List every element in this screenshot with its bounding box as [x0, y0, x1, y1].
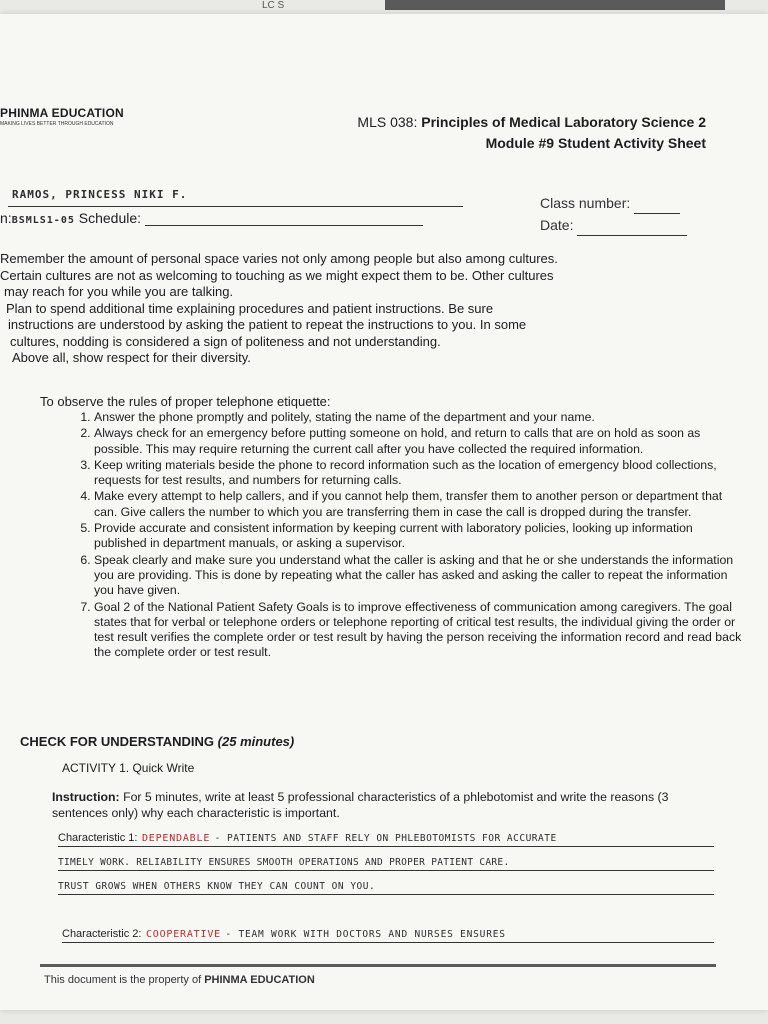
- rules-intro: To observe the rules of proper telephone etiquette:: [40, 394, 331, 409]
- rule-item: 6. Speak clearly and make sure you understand what the caller is asking and that he or she understands the information you are providing. This is done by repeating what the caller has asked and asking the caller to repeat the information you have given.: [94, 553, 744, 599]
- section-value: BSMLS1-05: [11, 215, 75, 226]
- intro-line: Above all, show respect for their diversity.: [12, 350, 251, 365]
- intro-paragraph: [0, 251, 660, 367]
- check-for-understanding-heading: [20, 734, 294, 749]
- characteristic-2-term: COOPERATIVE: [145, 929, 221, 940]
- characteristic-1-line-3: [58, 876, 714, 895]
- footer-divider: [40, 964, 716, 967]
- characteristic-1-text: - PATIENTS AND STAFF RELY ON PHLEBOTOMISTS FOR ACCURATE: [214, 833, 557, 844]
- student-name: RAMOS, PRINCESS NIKI F.: [12, 188, 188, 201]
- logo-title: PHINMA EDUCATION: [0, 106, 124, 120]
- logo: [0, 106, 124, 127]
- intro-line: Plan to spend additional time explaining procedures and patient instructions. Be sure: [6, 300, 494, 316]
- characteristic-2-text: - TEAM WORK WITH DOCTORS AND NURSES ENSURES: [225, 929, 506, 940]
- intro-line: cultures, nodding is considered a sign of politeness and not understanding.: [10, 333, 441, 349]
- class-number-field: [634, 199, 680, 214]
- instruction-label: Instruction:: [52, 790, 120, 804]
- cfu-title: CHECK FOR UNDERSTANDING: [20, 734, 215, 749]
- section-label: n:: [0, 210, 12, 226]
- characteristic-1-label: Characteristic 1:: [58, 832, 138, 844]
- footer: [44, 974, 315, 986]
- schedule-label: Schedule:: [78, 210, 142, 226]
- characteristic-2-label: Characteristic 2:: [62, 928, 142, 940]
- characteristic-1-text: TIMELY WORK. RELIABILITY ENSURES SMOOTH OPERATIONS AND PROPER PATIENT CARE.: [58, 857, 510, 868]
- footer-prefix: This document is the property of: [44, 974, 202, 986]
- rule-item: 4. Make every attempt to help callers, and if you cannot help them, transfer them to another person or department that can. Give callers the number to which you are transferring them in case the call is dropped during the transfer.: [94, 489, 744, 520]
- module-title: Module #9 Student Activity Sheet: [485, 135, 706, 151]
- student-name-field: [8, 186, 463, 207]
- rule-item: 5. Provide accurate and consistent information by keeping current with laboratory policies, looking up information published in department manuals, or asking a supervisor.: [94, 521, 744, 552]
- telephone-etiquette-list: [60, 410, 744, 662]
- activity-title: ACTIVITY 1. Quick Write: [62, 761, 195, 775]
- top-edge-strip: [385, 0, 725, 10]
- intro-line: Remember the amount of personal space varies not only among people but also among cultures.: [0, 251, 558, 266]
- activity-sheet: [0, 14, 768, 1010]
- intro-line: may reach for you while you are talking.: [4, 284, 234, 299]
- rule-item: 7. Goal 2 of the National Patient Safety Goals is to improve effectiveness of communication among caregivers. The goal states that for verbal or telephone orders or telephone reporting of critical test results, the individual giving the order or test result verifies the complete order or test result by having the person receiving the information record and read back the complete order or test result.: [94, 600, 744, 661]
- instruction-text: For 5 minutes, write at least 5 professional characteristics of a phlebotomist and write the reasons (3 sentences only) why each characteristic is important.: [52, 790, 669, 820]
- rule-item: 2. Always check for an emergency before putting someone on hold, and return to calls that are on hold as soon as possible. This may require returning the current call after you have collected the required information.: [94, 426, 744, 457]
- class-number-label: Class number:: [540, 195, 631, 211]
- logo-tagline: MAKING LIVES BETTER THROUGH EDUCATION: [0, 121, 114, 127]
- top-mark: LC S: [262, 0, 285, 11]
- course-header: [357, 112, 706, 154]
- instruction: [52, 790, 720, 821]
- section-schedule-row: [0, 210, 423, 226]
- characteristic-1-line-2: [58, 852, 714, 871]
- date-label: Date:: [540, 217, 574, 233]
- characteristic-1-line-1: [58, 828, 714, 847]
- schedule-field: [145, 211, 423, 226]
- intro-line: instructions are understood by asking the patient to repeat the instructions to you. In some: [8, 317, 527, 332]
- characteristic-1-text: TRUST GROWS WHEN OTHERS KNOW THEY CAN COUNT ON YOU.: [58, 881, 376, 892]
- characteristic-1-term: DEPENDABLE: [141, 833, 211, 844]
- rule-item: 3. Keep writing materials beside the phone to record information such as the location of emergency blood collections, requests for test results, and numbers for returning calls.: [94, 458, 744, 489]
- course-title: Principles of Medical Laboratory Science 2: [421, 114, 706, 130]
- intro-line: Certain cultures are not as welcoming to touching as we might expect them to be. Other cultures: [0, 267, 554, 283]
- class-info: [540, 192, 687, 236]
- rule-item: 1. Answer the phone promptly and politely, stating the name of the department and your name.: [94, 410, 744, 425]
- course-code: MLS 038:: [357, 114, 418, 130]
- date-field: [577, 221, 687, 236]
- cfu-duration: (25 minutes): [217, 734, 295, 749]
- footer-owner: PHINMA EDUCATION: [204, 974, 315, 986]
- characteristic-2-line-1: [62, 924, 714, 943]
